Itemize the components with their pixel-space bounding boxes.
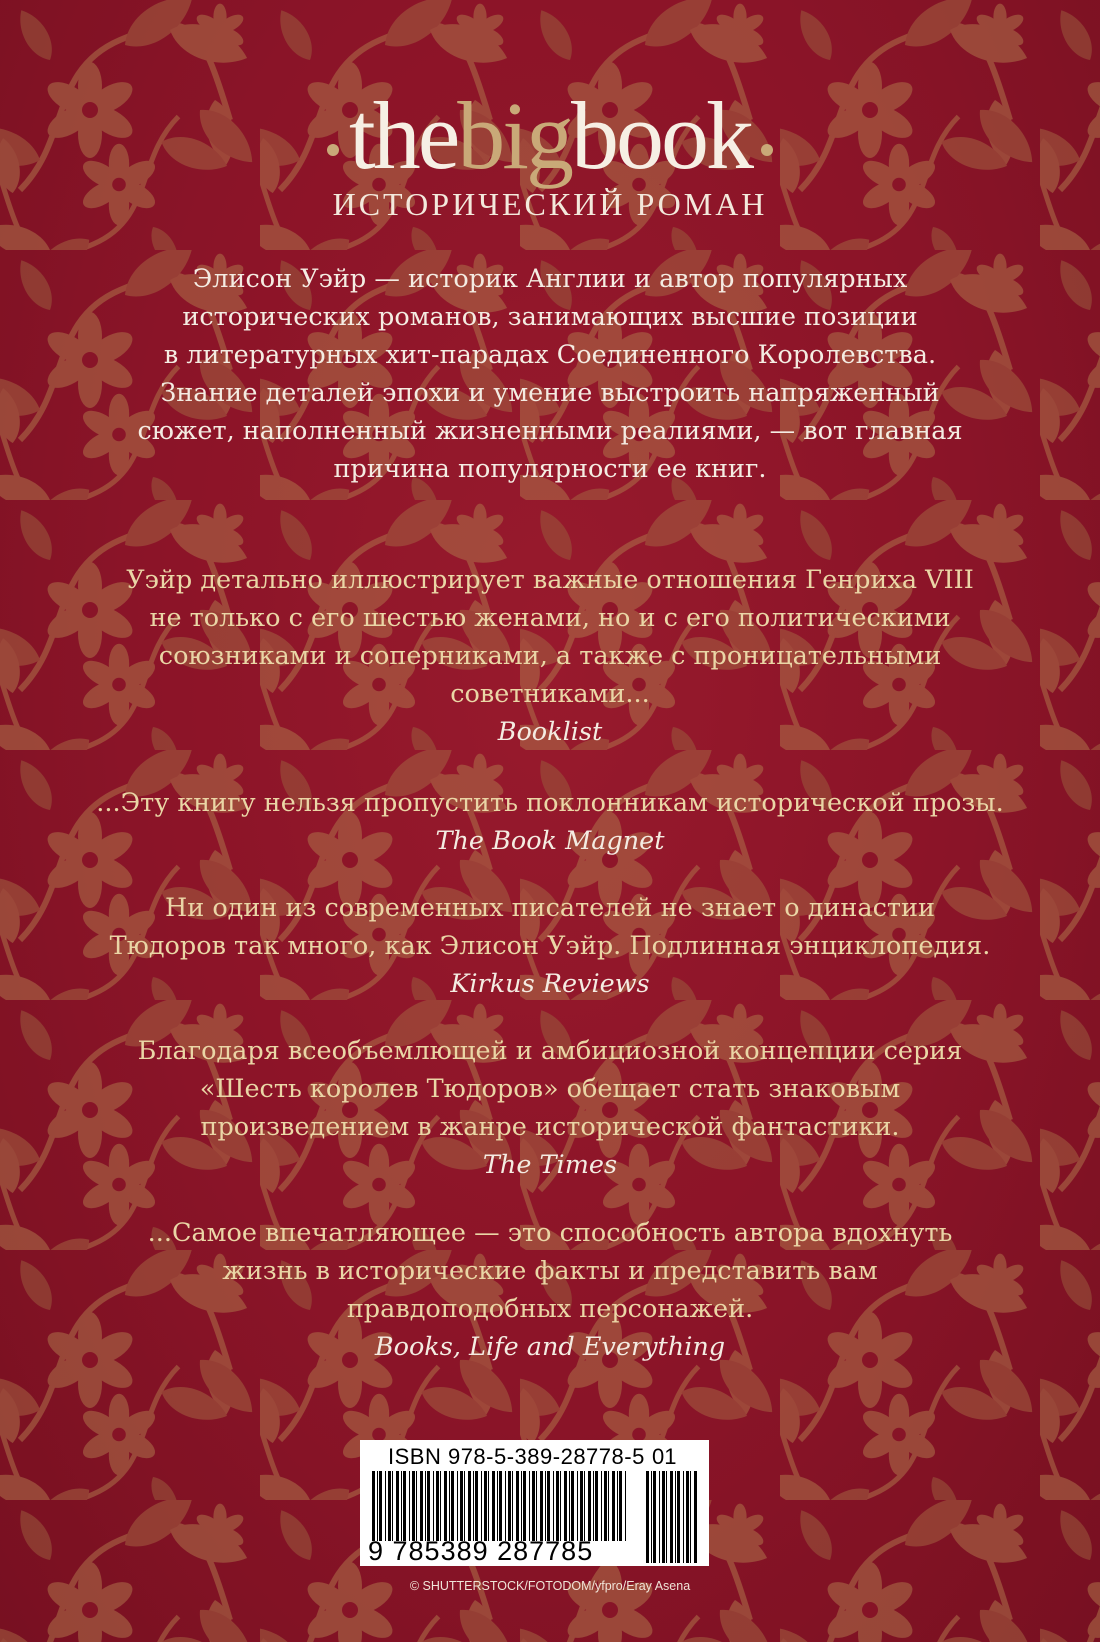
review-quote-line: не только с его шестью женами, но и с его политическими xyxy=(149,603,951,633)
barcode-bar xyxy=(536,1471,537,1541)
barcode-bar xyxy=(569,1471,570,1541)
barcode-bar xyxy=(653,1471,656,1563)
barcode-bar xyxy=(464,1471,465,1541)
barcode-bar xyxy=(675,1471,676,1563)
barcode-bar xyxy=(468,1471,471,1541)
barcode-bar xyxy=(659,1471,660,1563)
review-quote-line: ...Самое впечатляющее — это способность автора вдохнуть xyxy=(147,1218,953,1248)
review-quote-line: Ни один из современных писателей не знает о династии xyxy=(164,893,935,923)
review-book-magnet xyxy=(60,784,1040,860)
barcode-bar xyxy=(529,1471,530,1541)
barcode-bar xyxy=(473,1471,474,1541)
barcode-bar xyxy=(619,1471,622,1541)
barcode-bar xyxy=(540,1471,543,1541)
barcode-bar xyxy=(475,1471,478,1541)
barcode-bar xyxy=(584,1471,585,1541)
barcode-bar xyxy=(553,1471,554,1541)
review-quote-line: жизнь в исторические факты и представить вам xyxy=(222,1256,878,1286)
logo-part-big: big xyxy=(457,82,571,189)
barcode-bar xyxy=(523,1471,526,1541)
logo-part-the: the xyxy=(349,82,458,189)
about-line: Элисон Уэйр — историк Англии и автор популярных xyxy=(192,264,908,294)
barcode-bar xyxy=(499,1471,502,1541)
barcode-bar xyxy=(512,1471,513,1541)
barcode-bar xyxy=(409,1471,410,1541)
barcode-bar xyxy=(690,1471,691,1563)
barcode-bar xyxy=(564,1471,567,1541)
barcode-bar xyxy=(451,1471,454,1541)
barcode-bar xyxy=(436,1471,439,1541)
barcode-bar xyxy=(379,1471,382,1541)
barcode-bar xyxy=(457,1471,458,1541)
barcode-bar xyxy=(396,1471,399,1541)
series-subtitle: ИСТОРИЧЕСКИЙ РОМАН xyxy=(332,186,768,222)
about-line: в литературных хит-парадах Соединенного Королевства. xyxy=(163,340,937,370)
review-books-life-everything xyxy=(60,1214,1040,1366)
logo-dot-left-icon xyxy=(327,144,339,156)
review-source: Booklist xyxy=(497,717,603,747)
barcode-bar xyxy=(588,1471,591,1541)
barcode-bar xyxy=(532,1471,535,1541)
barcode-bar xyxy=(505,1471,506,1541)
ean-digits: 9 785389 287785 xyxy=(368,1536,594,1566)
thebigbook-logo xyxy=(0,82,1100,189)
barcode-bar xyxy=(662,1471,665,1563)
logo-dot-right-icon xyxy=(761,144,773,156)
barcode-bar xyxy=(497,1471,498,1541)
barcode-bar xyxy=(595,1471,598,1541)
barcode-bar xyxy=(604,1471,607,1541)
barcode-addon-digits: 01 xyxy=(652,1444,677,1469)
review-quote-line: правдоподобных персонажей. xyxy=(346,1294,754,1324)
barcode-bar xyxy=(545,1471,546,1541)
barcode-bar xyxy=(444,1471,447,1541)
barcode-bar xyxy=(412,1471,415,1541)
review-booklist xyxy=(60,561,1040,751)
barcode-bar xyxy=(508,1471,511,1541)
review-quote-line: произведением в жанре исторической фантастики. xyxy=(200,1112,900,1142)
barcode-bar xyxy=(651,1471,652,1563)
barcode-bar xyxy=(601,1471,602,1541)
barcode-bar xyxy=(460,1471,463,1541)
about-line: Знание деталей эпохи и умение выстроить напряженный xyxy=(160,378,940,408)
barcode-bar xyxy=(388,1471,391,1541)
barcode-bar xyxy=(683,1471,684,1563)
barcode-bar xyxy=(577,1471,578,1541)
photo-credit: © SHUTTERSTOCK/FOTODOM/yfpro/Eray Asena xyxy=(409,1579,691,1593)
barcode-bar xyxy=(401,1471,402,1541)
barcode-bars-main xyxy=(372,1471,628,1541)
barcode-bar xyxy=(392,1471,393,1541)
barcode-bar xyxy=(666,1471,667,1563)
about-line: сюжет, наполненный жизненными реалиями, — вот главная xyxy=(137,416,963,446)
review-source: The Book Magnet xyxy=(435,826,665,856)
barcode-bar xyxy=(580,1471,583,1541)
review-quote-line: Благодаря всеобъемлющей и амбициозной концепции серия xyxy=(137,1036,963,1066)
logo-part-book: book xyxy=(570,82,751,189)
barcode-bar xyxy=(521,1471,522,1541)
barcode-bar xyxy=(571,1471,574,1541)
isbn-barcode xyxy=(360,1440,709,1566)
review-source: The Times xyxy=(482,1150,618,1180)
barcode-bar xyxy=(433,1471,434,1541)
barcode-bar xyxy=(612,1471,615,1541)
barcode-bar xyxy=(403,1471,406,1541)
barcode-bar xyxy=(385,1471,386,1541)
isbn-label: ISBN 978-5-389-28778-5 xyxy=(388,1444,645,1469)
review-quote-line: Тюдоров так много, как Элисон Уэйр. Подлинная энциклопедия. xyxy=(109,931,991,961)
about-line: причина популярности ее книг. xyxy=(333,454,767,484)
barcode-bar xyxy=(488,1471,489,1541)
review-quote-line: ...Эту книгу нельзя пропустить поклонникам исторической прозы. xyxy=(96,788,1004,818)
barcode-bar xyxy=(670,1471,673,1563)
barcode-bar xyxy=(686,1471,689,1563)
barcode-bar xyxy=(427,1471,430,1541)
review-kirkus xyxy=(60,889,1040,1003)
barcode-bar xyxy=(560,1471,561,1541)
barcode-bar xyxy=(420,1471,423,1541)
barcode-bar xyxy=(677,1471,680,1563)
review-source: Books, Life and Everything xyxy=(374,1332,726,1362)
author-about-paragraph xyxy=(80,260,1020,488)
barcode-bar xyxy=(593,1471,594,1541)
review-quote-line: союзниками и соперниками, а также с проницательными xyxy=(158,641,942,671)
review-source: Kirkus Reviews xyxy=(450,969,650,999)
barcode-bar xyxy=(556,1471,559,1541)
review-quote-line: советниками... xyxy=(450,679,650,709)
barcode-bar xyxy=(625,1471,626,1541)
barcode-bar xyxy=(492,1471,495,1541)
barcode-bar xyxy=(484,1471,487,1541)
barcode-bar xyxy=(440,1471,441,1541)
barcode-bar xyxy=(516,1471,519,1541)
barcode-bar xyxy=(416,1471,417,1541)
review-quote-line: «Шесть королев Тюдоров» обещает стать знаковым xyxy=(199,1074,901,1104)
barcode-bar xyxy=(608,1471,609,1541)
barcode-bar xyxy=(481,1471,482,1541)
about-line: исторических романов, занимающих высшие позиции xyxy=(182,302,918,332)
barcode-bar xyxy=(547,1471,550,1541)
review-the-times xyxy=(60,1032,1040,1184)
barcode-bar xyxy=(646,1471,649,1563)
review-quote-line: Уэйр детально иллюстрирует важные отношения Генриха VIII xyxy=(126,565,974,595)
barcode-bar xyxy=(372,1471,375,1541)
barcode-bar xyxy=(617,1471,618,1541)
barcode-bar xyxy=(449,1471,450,1541)
barcode-bar xyxy=(425,1471,426,1541)
barcode-bar xyxy=(377,1471,378,1541)
barcode-bar xyxy=(694,1471,697,1563)
barcode-bars-addon xyxy=(646,1471,698,1563)
